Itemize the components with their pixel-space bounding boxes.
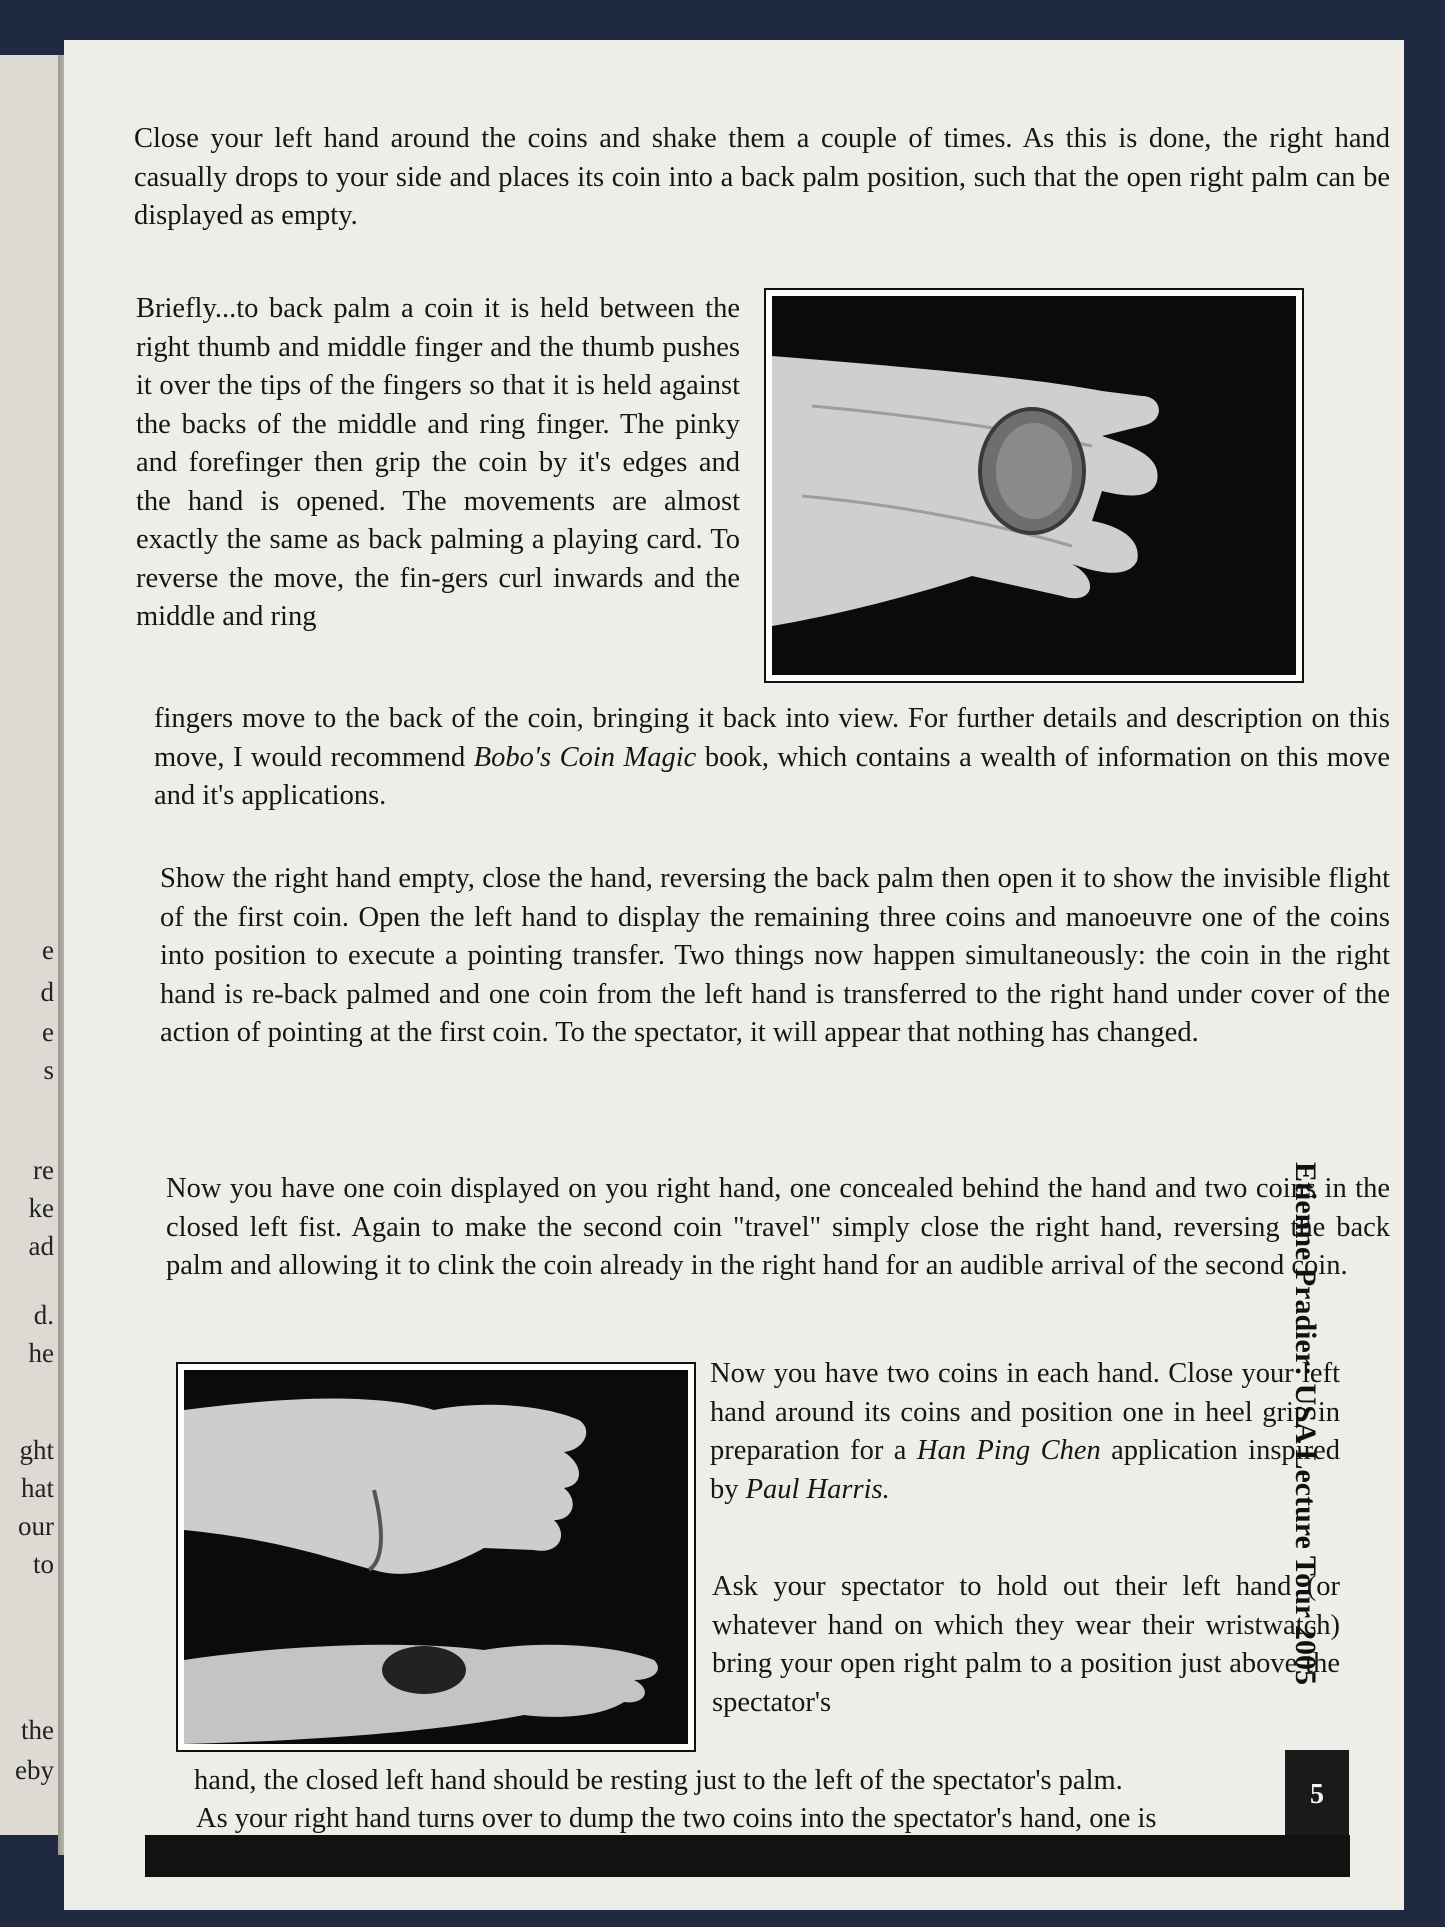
book-title-bobo: Bobo's Coin Magic [473, 741, 697, 773]
left-fragment: s [43, 1055, 54, 1085]
left-page-edge [0, 55, 62, 1835]
paragraph-back-palm-reference [154, 700, 1390, 816]
paragraph-show-right-hand: Show the right hand empty, close the hand, reversing the back palm then open it to show the invisible flight of the first coin. Open the left hand to display the remaining three coins and manoeuvre one of the coins into position to execute a pointing transfer. Two things now happen simultaneously: the coin in the right hand is re-back palmed and one coin from the left hand is transferred to the right hand under cover of the action of pointing at the first coin. To the spectator, it will appear that nothing has changed. [160, 863, 1390, 1048]
left-fragment: ad [28, 1231, 54, 1261]
photo-back-palm-coin [764, 288, 1304, 683]
paragraph-close-left-hand: Close your left hand around the coins and shake them a couple of times. As this is done, the right hand casually drops to your side and places its coin into a back palm position, such that the open right palm can be displayed as empty. [134, 123, 1390, 231]
page-number: 5 [1285, 1750, 1349, 1840]
paragraph-dump-coins: As your right hand turns over to dump the two coins into the spectator's hand, one is [196, 1803, 1157, 1834]
running-head: Etienne Pradier: USA Lecture Tour 2005 [1289, 1162, 1322, 1686]
name-paul-harris: Paul Harris. [745, 1473, 890, 1505]
reference-text-after: book, which contains a wealth of information on this move and it's applications. [154, 741, 1391, 811]
left-fragment: he [28, 1338, 54, 1368]
left-fragment: d [40, 977, 54, 1007]
left-fragment: the [21, 1715, 54, 1745]
left-fragment: to [32, 1549, 54, 1579]
left-fragment: ke [28, 1193, 54, 1223]
left-fragment: ght [19, 1435, 54, 1465]
hand-coin-illustration [772, 296, 1296, 675]
left-fragment: d. [33, 1300, 54, 1330]
two-coins-text-before: Now you have two coins in each hand. Close your left hand around its coins and position one in heel grip in preparation for a [710, 1358, 1340, 1466]
photo-two-hands-coins [176, 1362, 696, 1752]
left-fragment: hat [21, 1473, 54, 1503]
left-fragment: e [42, 1017, 54, 1047]
paragraph-back-palm-intro: Briefly...to back palm a coin it is held between the right thumb and middle finger and the thumb pushes it over the tips of the fingers so that it is held against the backs of the middle and ring finger. The pinky and forefinger then grip the coin by it's edges and the hand is opened. The movements are almost exactly the same as back palming a playing card. To reverse the move, the fin-gers curl inwards and the middle and ring [136, 293, 740, 632]
paragraph-spectator-hand: Ask your spectator to hold out their left hand (or whatever hand on which they wear their wristwatch) bring your open right palm to a position just above the spectator's [712, 1571, 1340, 1718]
footer-bar [145, 1835, 1350, 1877]
paragraph-two-coins-each-hand [710, 1355, 1340, 1509]
paragraph-closed-left-hand: hand, the closed left hand should be resting just to the left of the spectator's palm. [194, 1765, 1123, 1796]
book-page [64, 40, 1404, 1910]
name-han-ping-chen: Han Ping Chen [916, 1435, 1101, 1466]
left-fragment: e [42, 935, 54, 965]
two-hands-illustration [184, 1370, 688, 1744]
two-coins-text-mid: application inspired by [710, 1435, 1340, 1505]
left-fragment: our [18, 1511, 54, 1541]
reference-text-before: fingers move to the back of the coin, bringing it back into view. For further details and description on this move, I would recommend [154, 703, 1390, 773]
left-fragment: re [33, 1155, 54, 1185]
left-fragment: eby [15, 1755, 54, 1785]
paragraph-second-coin: Now you have one coin displayed on you right hand, one concealed behind the hand and two coins in the closed left fist. Again to make the second coin "travel" simply close the right hand, reversing the back palm and allowing it to clink the coin already in the right hand for an audible arrival of the second coin. [166, 1173, 1390, 1281]
